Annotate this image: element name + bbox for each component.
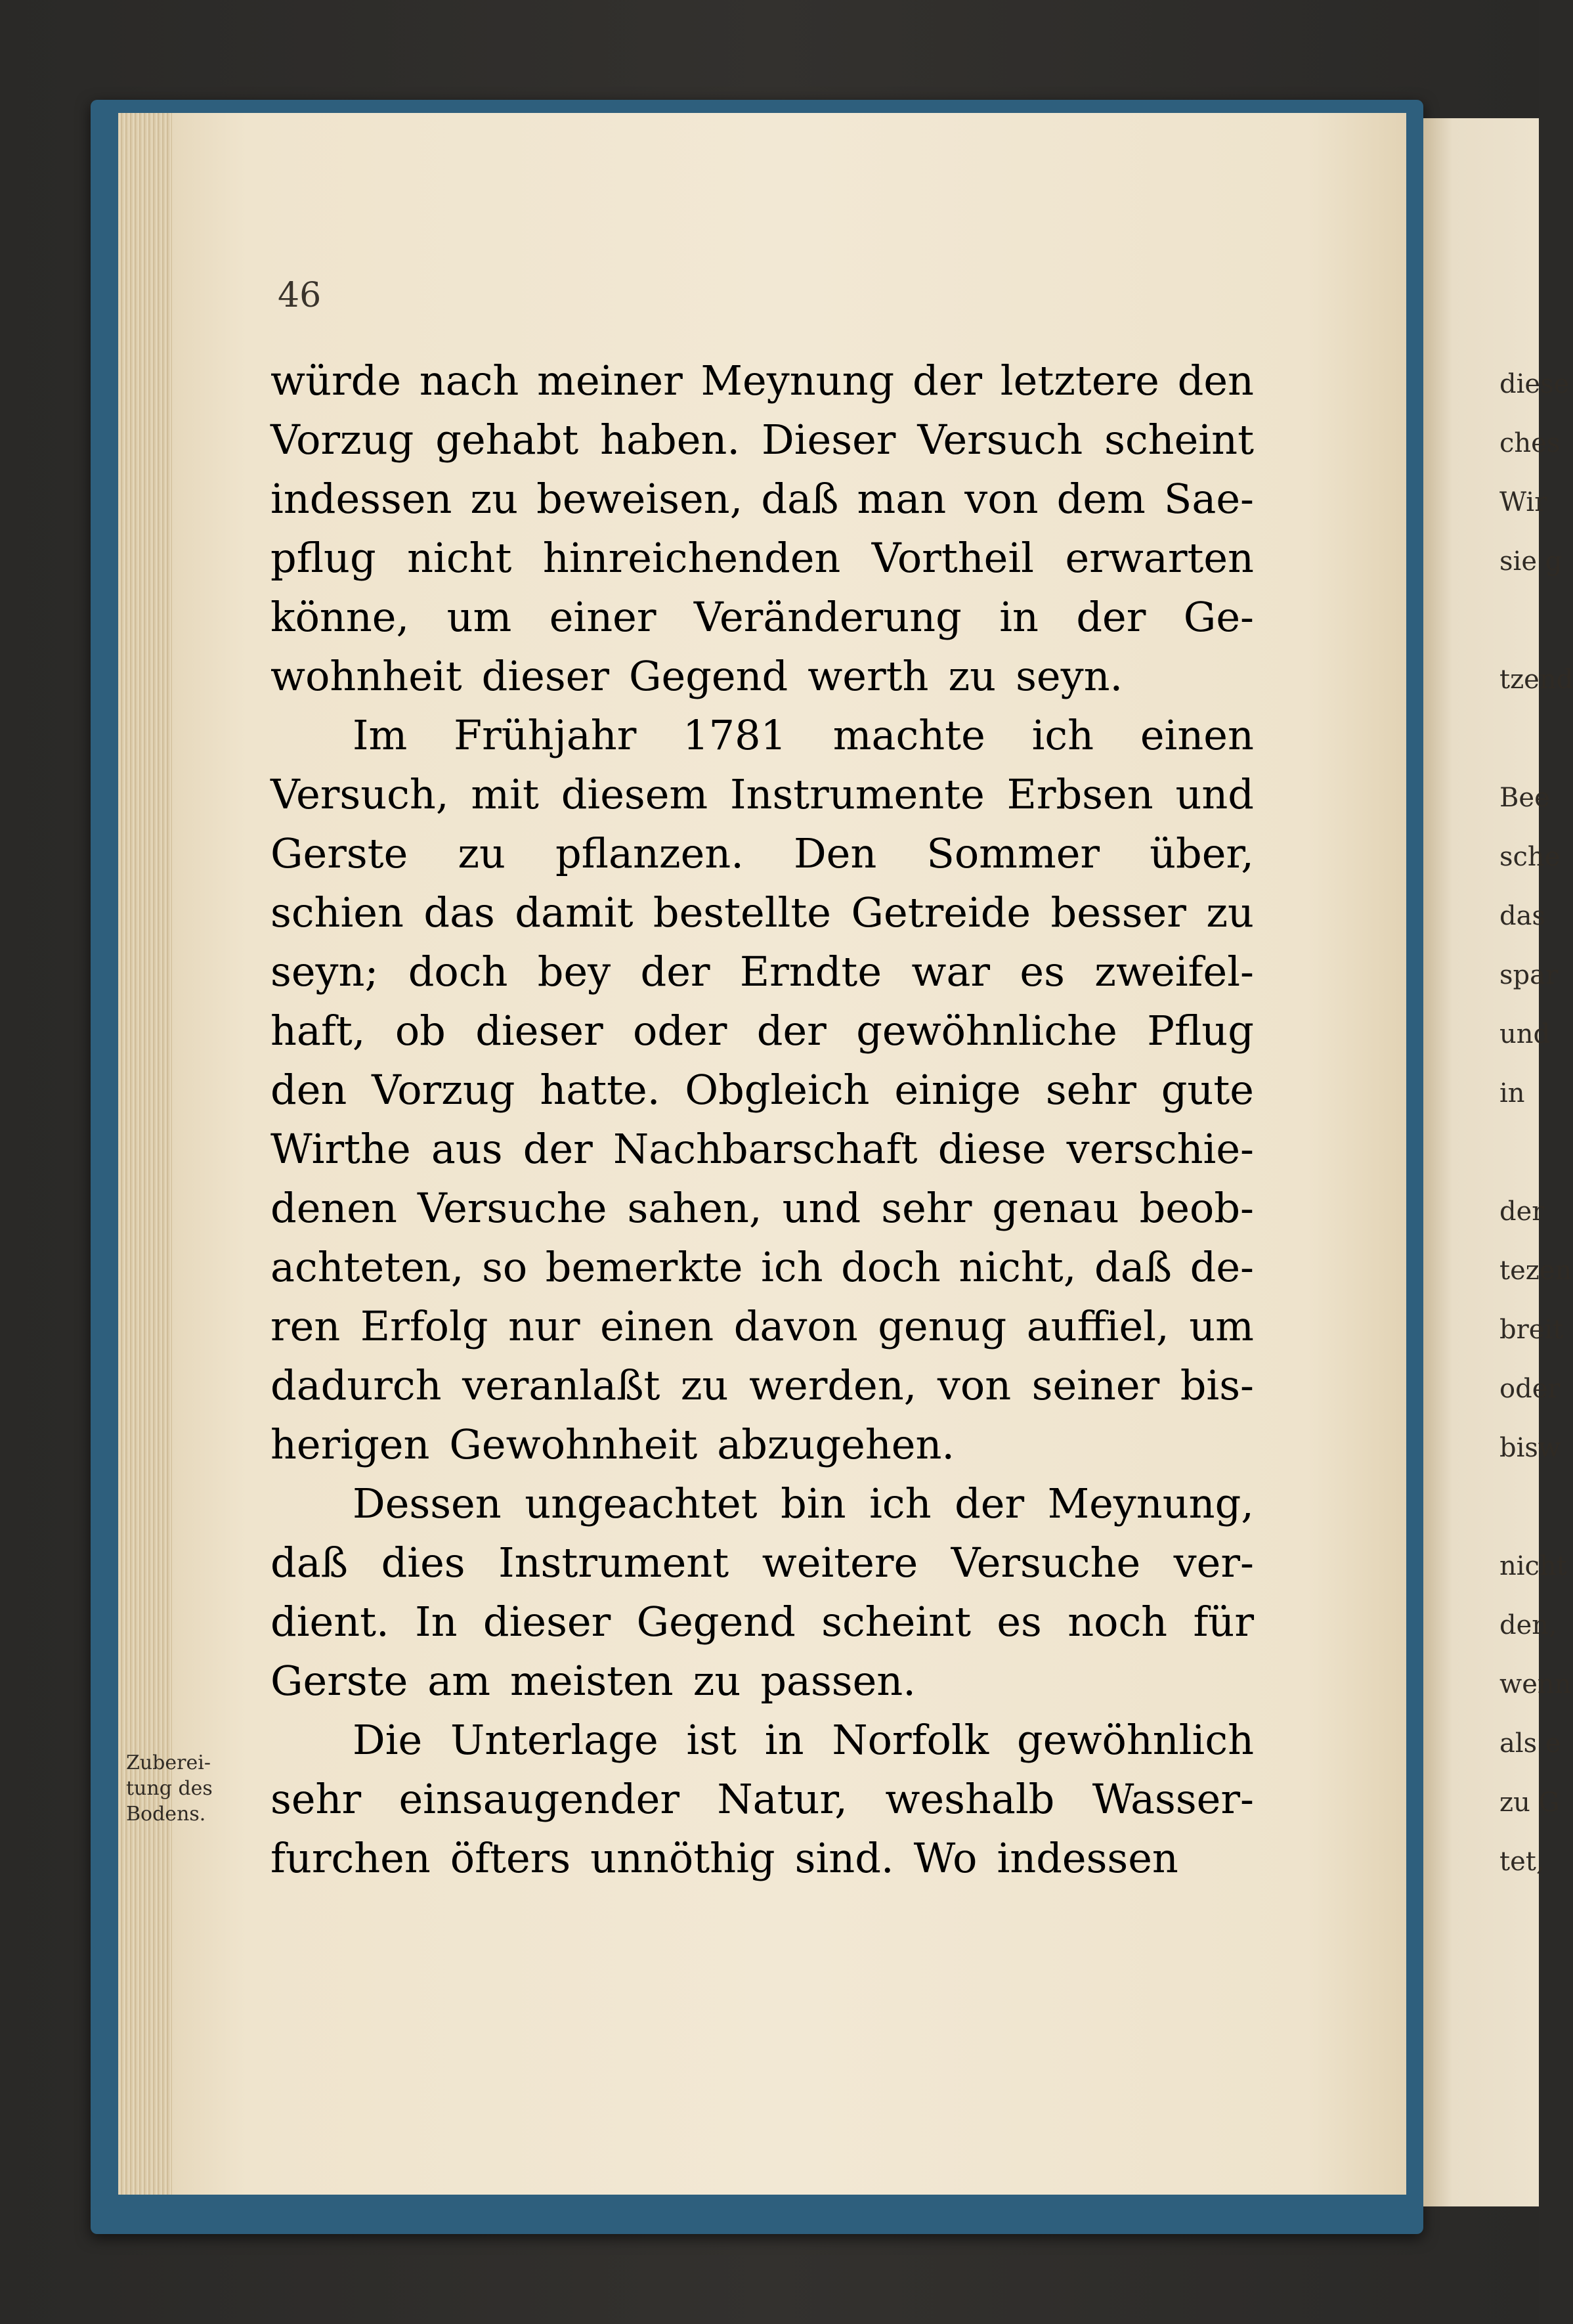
next-page-fragment: nicht bbox=[1499, 1551, 1567, 1581]
text-line: daß dies Instrument weitere Versuche ver- bbox=[270, 1539, 1254, 1587]
text-line: Vorzug gehabt haben. Dieser Versuch scheint bbox=[270, 416, 1254, 464]
text-line: ren Erfolg nur einen davon genug auffiel, um bbox=[270, 1302, 1254, 1350]
text-line: denen Versuche sahen, und sehr genau beob- bbox=[270, 1184, 1254, 1232]
text-line: wohnheit dieser Gegend werth zu seyn. bbox=[270, 652, 1123, 700]
page-edges bbox=[118, 113, 177, 2195]
next-page-fragment: und bbox=[1499, 1019, 1551, 1049]
body-text bbox=[270, 351, 1254, 1888]
text-line: seyn; doch bey der Erndte war es zweifel- bbox=[270, 948, 1254, 996]
next-page-fragment: tet, bbox=[1499, 1847, 1545, 1877]
text-line: schien das damit bestellte Getreide besser zu bbox=[270, 888, 1254, 936]
next-page-fragment: wenn bbox=[1499, 1669, 1572, 1699]
text-line: dadurch veranlaßt zu werden, von seiner bis- bbox=[270, 1361, 1254, 1409]
next-page-fragment: bisw bbox=[1499, 1433, 1561, 1463]
margin-note-line: Bodens. bbox=[126, 1803, 206, 1826]
text-line: indessen zu beweisen, daß man von dem Sae- bbox=[270, 475, 1254, 523]
next-page-fragments bbox=[1499, 355, 1573, 1891]
text-line: Versuch, mit diesem Instrumente Erbsen und bbox=[270, 770, 1254, 818]
next-page-fragment bbox=[1499, 709, 1545, 768]
text-line: Wirthe aus der Nachbarschaft diese verschie- bbox=[270, 1125, 1254, 1173]
next-page-fragment: der bbox=[1499, 1196, 1545, 1227]
next-page-fragment: zu G bbox=[1499, 1787, 1560, 1818]
margin-note-line: Zuberei- bbox=[126, 1751, 211, 1774]
text-line: pflug nicht hinreichenden Vortheil erwarten bbox=[270, 534, 1254, 582]
text-line: Gerste zu pflanzen. Den Sommer über, bbox=[270, 829, 1254, 877]
text-line: herigen Gewohnheit abzugehen. bbox=[270, 1420, 955, 1468]
next-page-fragment: oder bbox=[1499, 1374, 1561, 1404]
next-page-fragment: spar bbox=[1499, 960, 1559, 990]
text-line: den Vorzug hatte. Obgleich einige sehr gute bbox=[270, 1066, 1254, 1114]
next-page-fragment bbox=[1499, 1123, 1545, 1182]
text-line: dient. In dieser Gegend scheint es noch für bbox=[270, 1598, 1254, 1646]
text-line: achteten, so bemerkte ich doch nicht, daß de- bbox=[270, 1243, 1254, 1291]
next-page-fragment: breit bbox=[1499, 1315, 1564, 1345]
next-page-fragment: sche bbox=[1499, 842, 1561, 872]
text-line: sehr einsaugender Natur, weshalb Wasser- bbox=[270, 1775, 1254, 1823]
next-page-fragment bbox=[1499, 1478, 1545, 1537]
next-page-fragment: den, bbox=[1499, 1610, 1557, 1640]
next-page-fragment: Wir bbox=[1499, 487, 1547, 517]
text-line: könne, um einer Veränderung in der Ge- bbox=[270, 593, 1254, 641]
next-page-fragment: als e bbox=[1499, 1728, 1561, 1759]
margin-note-line: tung des bbox=[126, 1777, 213, 1800]
text-line: furchen öfters unnöthig sind. Wo indessen bbox=[270, 1834, 1178, 1882]
next-page-fragment: sie g bbox=[1499, 546, 1562, 577]
next-page-fragment: tzend bbox=[1499, 665, 1573, 695]
next-page-fragment: in bbox=[1499, 1078, 1525, 1108]
next-page-fragment: tezen bbox=[1499, 1256, 1572, 1286]
next-page-fragment: ches bbox=[1499, 428, 1561, 458]
text-line: Die Unterlage ist in Norfolk gewöhnlich bbox=[353, 1716, 1254, 1764]
next-page-fragment: das bbox=[1499, 901, 1545, 931]
text-line: Im Frühjahr 1781 machte ich einen bbox=[353, 711, 1254, 759]
page-number: 46 bbox=[278, 276, 322, 315]
next-page-fragment: diese bbox=[1499, 369, 1570, 399]
text-line: Dessen ungeachtet bin ich der Meynung, bbox=[353, 1480, 1254, 1527]
text-line: würde nach meiner Meynung der letztere den bbox=[270, 357, 1254, 405]
text-line: haft, ob dieser oder der gewöhnliche Pflug bbox=[270, 1007, 1254, 1055]
next-page-fragment: Bee bbox=[1499, 783, 1550, 813]
margin-note bbox=[126, 1750, 261, 1827]
text-line: Gerste am meisten zu passen. bbox=[270, 1657, 916, 1705]
next-page-fragment bbox=[1499, 591, 1545, 650]
